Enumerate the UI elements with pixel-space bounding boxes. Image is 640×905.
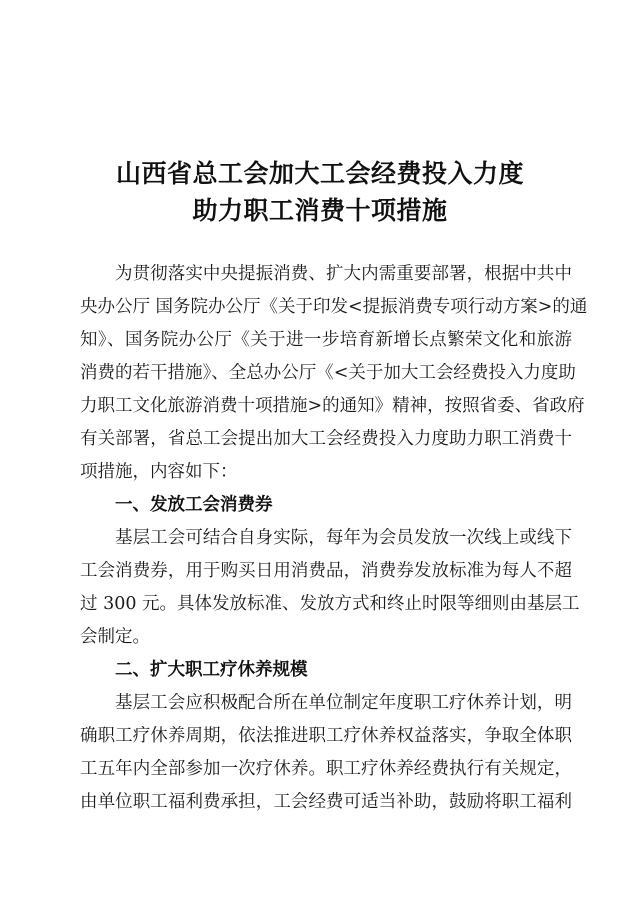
document-title-line-1: 山西省总工会加大工会经费投入力度	[115, 159, 524, 188]
document-title-line-2: 助力职工消费十项措施	[192, 196, 448, 225]
intro-line-5: 力职工文化旅游消费十项措施>的通知》精神，按照省委、省政府	[80, 396, 585, 416]
intro-line-3: 知》、国务院办公厅《关于进一步培育新增长点繁荣文化和旅游	[80, 330, 572, 350]
section-2-heading: 二、扩大职工疗休养规模	[115, 660, 308, 680]
section-1-line-4: 会制定。	[80, 627, 150, 647]
intro-line-2: 央办公厅 国务院办公厅《关于印发<提振消费专项行动方案>的通	[80, 297, 588, 317]
intro-line-6: 有关部署，省总工会提出加大工会经费投入力度助力职工消费十	[80, 429, 572, 449]
intro-line-1: 为贯彻落实中央提振消费、扩大内需重要部署，根据中共中	[115, 264, 572, 284]
intro-line-7: 项措施，内容如下：	[80, 462, 238, 482]
section-2-line-2: 确职工疗休养周期，依法推进职工疗休养权益落实，争取全体职	[80, 726, 572, 746]
section-1-line-1: 基层工会可结合自身实际，每年为会员发放一次线上或线下	[115, 528, 572, 548]
section-2-line-3: 工五年内全部参加一次疗休养。职工疗休养经费执行有关规定，	[80, 759, 572, 779]
section-2-line-4: 由单位职工福利费承担，工会经费可适当补助，鼓励将职工福利	[80, 792, 572, 812]
section-2-line-1: 基层工会应积极配合所在单位制定年度职工疗休养计划，明	[115, 693, 572, 713]
section-1-line-3: 过 300 元。具体发放标准、发放方式和终止时限等细则由基层工	[80, 594, 580, 614]
section-1-heading: 一、发放工会消费券	[115, 495, 273, 515]
intro-line-4: 消费的若干措施》、全总办公厅《<关于加大工会经费投入力度助	[80, 363, 576, 383]
section-1-line-2: 工会消费券，用于购买日用消费品，消费券发放标准为每人不超	[80, 561, 572, 581]
